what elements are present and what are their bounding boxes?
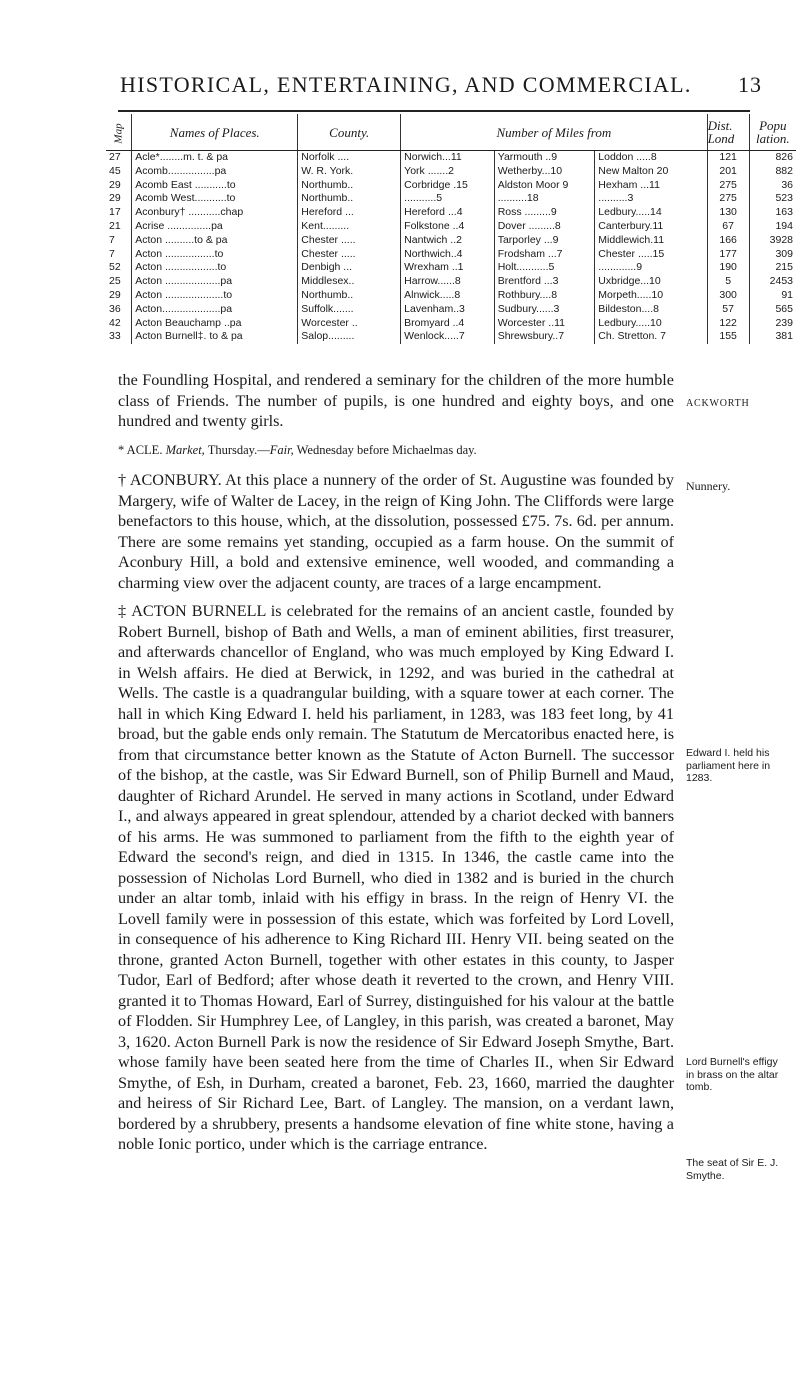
sidenote-lord-burnell: Lord Burnell's effigy in brass on the altar tomb. [686, 1056, 779, 1093]
cell-place-name: Acton ...................pa [132, 275, 298, 289]
cell-place-name: Acle*........m. t. & pa [132, 151, 298, 165]
distance-table-grid [106, 114, 796, 344]
cell-dist-london: 130 [707, 206, 749, 220]
cell-county: Salop......... [298, 330, 401, 344]
cell-miles-3: Ch. Stretton. 7 [595, 330, 707, 344]
header-rule [118, 110, 750, 112]
table-row [106, 317, 796, 331]
cell-dist-london: 122 [707, 317, 749, 331]
cell-place-name: Acton ..........to & pa [132, 234, 298, 248]
cell-dist-london: 166 [707, 234, 749, 248]
cell-county: Denbigh ... [298, 261, 401, 275]
cell-miles-2: Ross .........9 [494, 206, 595, 220]
cell-dist-london: 190 [707, 261, 749, 275]
cell-miles-2: ..........18 [494, 192, 595, 206]
cell-place-name: Acton....................pa [132, 303, 298, 317]
cell-miles-2: Holt...........5 [494, 261, 595, 275]
cell-county: Chester ..... [298, 248, 401, 262]
cell-county: Middlesex.. [298, 275, 401, 289]
table-row [106, 234, 796, 248]
cell-county: Worcester .. [298, 317, 401, 331]
cell-county: W. R. York. [298, 165, 401, 179]
cell-miles-1: Bromyard ..4 [401, 317, 495, 331]
cell-miles-1: Norwich...11 [401, 151, 495, 165]
cell-place-name: Acton ..................to [132, 261, 298, 275]
sidenote-smythe-seat: The seat of Sir E. J. Smythe. [686, 1157, 779, 1182]
table-body [106, 151, 796, 345]
cell-dist-london: 5 [707, 275, 749, 289]
cell-miles-2: Shrewsbury..7 [494, 330, 595, 344]
cell-miles-1: Lavenham..3 [401, 303, 495, 317]
cell-dist-london: 275 [707, 192, 749, 206]
cell-population: 381 [775, 330, 793, 343]
cell-county: Hereford ... [298, 206, 401, 220]
cell-population: 523 [775, 192, 793, 205]
cell-population: 36 [781, 178, 793, 191]
cell-population: 163 [775, 206, 793, 219]
table-header-row [106, 114, 796, 151]
cell-miles-1: Harrow......8 [401, 275, 495, 289]
cell-population: 882 [775, 164, 793, 177]
cell-miles-2: Rothbury....8 [494, 289, 595, 303]
cell-dist-london: 201 [707, 165, 749, 179]
distance-table [106, 114, 796, 344]
cell-place-name: Acomb West...........to [132, 192, 298, 206]
table-row [106, 206, 796, 220]
cell-map-ref: 29 [106, 179, 132, 193]
table-row [106, 261, 796, 275]
cell-county: Northumb.. [298, 289, 401, 303]
cell-county: Northumb.. [298, 192, 401, 206]
paragraph-intro: the Foundling Hospital, and rendered a seminary for the children of the more humble class of Friends. The number of pupils, is one hundred and eighty boys, and one hundred and twenty girls. [118, 371, 674, 430]
cell-county: Suffolk....... [298, 303, 401, 317]
cell-county: Norfolk .... [298, 151, 401, 165]
cell-county: Northumb.. [298, 179, 401, 193]
cell-dist-london: 121 [707, 151, 749, 165]
cell-place-name: Aconbury† ...........chap [132, 206, 298, 220]
cell-dist-london: 300 [707, 289, 749, 303]
cell-miles-2: Frodsham ...7 [494, 248, 595, 262]
table-row [106, 275, 796, 289]
col-header-dist: Dist. Lond [707, 114, 749, 151]
footnote-mark: * ACLE. [118, 442, 163, 457]
cell-county: Kent......... [298, 220, 401, 234]
cell-map-ref: 29 [106, 192, 132, 206]
table-row [106, 179, 796, 193]
col-header-pop: Popu lation. [749, 114, 796, 151]
sidenote-ackworth: ACKWORTH [686, 398, 750, 409]
table-row [106, 151, 796, 165]
cell-miles-3: .............9 [595, 261, 707, 275]
cell-map-ref: 17 [106, 206, 132, 220]
col-header-county: County. [298, 114, 401, 151]
cell-miles-2: Aldston Moor 9 [494, 179, 595, 193]
cell-miles-3: Chester .....15 [595, 248, 707, 262]
cell-population: 239 [775, 316, 793, 329]
table-row [106, 165, 796, 179]
cell-map-ref: 52 [106, 261, 132, 275]
cell-population: 826 [775, 151, 793, 163]
cell-miles-1: Wrexham ..1 [401, 261, 495, 275]
cell-place-name: Acomb East ...........to [132, 179, 298, 193]
table-row [106, 220, 796, 234]
cell-miles-3: Ledbury.....14 [595, 206, 707, 220]
table-row [106, 303, 796, 317]
table-row [106, 192, 796, 206]
cell-miles-2: Sudbury......3 [494, 303, 595, 317]
cell-miles-3: Hexham ...11 [595, 179, 707, 193]
cell-map-ref: 27 [106, 151, 132, 165]
cell-county: Chester ..... [298, 234, 401, 248]
cell-map-ref: 29 [106, 289, 132, 303]
cell-miles-3: ..........3 [595, 192, 707, 206]
cell-miles-2: Worcester ..11 [494, 317, 595, 331]
cell-miles-2: Yarmouth ..9 [494, 151, 595, 165]
cell-miles-3: Bildeston....8 [595, 303, 707, 317]
sidenote-edward: Edward I. held his parliament here in 1283. [686, 747, 771, 784]
running-head-title: HISTORICAL, ENTERTAINING, AND COMMERCIAL. [120, 72, 692, 97]
cell-miles-2: Brentford ...3 [494, 275, 595, 289]
cell-population: 565 [775, 302, 793, 315]
cell-miles-3: Uxbridge...10 [595, 275, 707, 289]
cell-miles-1: Alnwick.....8 [401, 289, 495, 303]
cell-map-ref: 42 [106, 317, 132, 331]
table-row [106, 248, 796, 262]
cell-miles-1: York .......2 [401, 165, 495, 179]
cell-miles-3: Middlewich.11 [595, 234, 707, 248]
cell-dist-london: 155 [707, 330, 749, 344]
cell-miles-3: Morpeth.....10 [595, 289, 707, 303]
footnote-market-value: Thursday.— [207, 442, 270, 457]
cell-map-ref: 21 [106, 220, 132, 234]
footnote-acle [118, 440, 674, 461]
paragraph-aconbury: † ACONBURY. At this place a nunnery of the order of St. Augustine was founded by Margery, wife of Walter de Lacey, in the reign of King John. The Cliffords were large benefactors to this house, which, at the dissolution, possessed £75. 7s. 6d. per annum. There are some remains yet standing, occupied as a farm house. On the summit of Aconbury Hill, a bold and extensive eminence, well wooded, and commanding a charming view over the adjacent county, are traces of a large encampment. [118, 471, 674, 592]
cell-population: 91 [781, 288, 793, 301]
footnote-fair-value: Wednesday before Michaelmas day. [296, 442, 477, 457]
cell-miles-1: Corbridge .15 [401, 179, 495, 193]
cell-miles-2: Tarporley ...9 [494, 234, 595, 248]
cell-miles-3: New Malton 20 [595, 165, 707, 179]
cell-dist-london: 177 [707, 248, 749, 262]
cell-dist-london: 67 [707, 220, 749, 234]
cell-miles-1: Folkstone ..4 [401, 220, 495, 234]
cell-place-name: Acton ....................to [132, 289, 298, 303]
body-text [118, 370, 674, 1155]
cell-miles-3: Ledbury.....10 [595, 317, 707, 331]
running-head [0, 66, 800, 102]
cell-miles-2: Wetherby...10 [494, 165, 595, 179]
cell-miles-1: Northwich..4 [401, 248, 495, 262]
table-row [106, 330, 796, 344]
cell-population: 3928 [769, 233, 793, 246]
cell-map-ref: 36 [106, 303, 132, 317]
page-number: 13 [738, 72, 762, 97]
cell-miles-1: Wenlock.....7 [401, 330, 495, 344]
col-header-map: Map [106, 114, 132, 151]
cell-miles-1: Hereford ...4 [401, 206, 495, 220]
col-header-names: Names of Places. [132, 114, 298, 151]
cell-miles-2: Dover .........8 [494, 220, 595, 234]
cell-population: 309 [775, 247, 793, 260]
cell-miles-3: Canterbury.11 [595, 220, 707, 234]
paragraph-acton-burnell: ‡ ACTON BURNELL is celebrated for the remains of an ancient castle, founded by Robert Burnell, bishop of Bath and Wells, a man of eminent abilities, first treasurer, and afterwards chancellor of England, who was much employed by King Edward I. in Welsh affairs. He died at Berwick, in 1292, and was buried in the cathedral at Wells. The castle is a quadrangular building, with a square tower at each corner. The hall in which King Edward I. held his parliament, in 1283, was 183 feet long, by 41 broad, but the gable ends only remain. The Statutum de Mercatoribus enacted here, is from that circumstance better known as the Statute of Acton Burnell. The successor of the bishop, at the castle, was Sir Edward Burnell, son of Philip Burnell and Maud, daughter of Richard Arundel. He served in many actions in Scotland, under Edward I., and always appeared in great splendour, attended by a chariot decked with banners of his arms. He was summoned to parliament from the fifth to the eighth year of Edward the second's reign, and died in 1315. In 1346, the castle came into the possession of Nicholas Lord Burnell, who died in 1382 and is buried in the church under an altar tomb, inlaid with his effigy in brass. In the reign of Henry VI. the Lovell family were in possession of this estate, which was forfeited by Lord Lovell, in consequence of his adherence to King Richard III. Henry VII. being seated on the throne, granted Acton Burnell, together with other estates in this county, to Jasper Tudor, Earl of Bedford; after whose death it reverted to the crown, and Henry VIII. granted it to Thomas Howard, Earl of Surrey, distinguished for his valour at the battle of Flodden. Sir Humphrey Lee, of Langley, in this parish, was created a baronet, May 3, 1620. Acton Burnell Park is now the residence of Sir Edward Joseph Smythe, Bart. whose family have been seated here from the time of Charles II., when Sir Edward Smythe, of Esh, in Durham, created a baronet, Feb. 23, 1660, married the daughter and heiress of Sir Richard Lee, Bart. of Langley. The mansion, on a verdant lawn, bordered by a shrubbery, presents a handsome elevation of fine white stone, having a noble Ionic portico, under which is the carriage entrance. [118, 602, 674, 1153]
cell-population: 2453 [769, 275, 793, 288]
cell-population: 194 [775, 219, 793, 232]
table-row [106, 289, 796, 303]
cell-map-ref: 7 [106, 234, 132, 248]
cell-map-ref: 45 [106, 165, 132, 179]
cell-place-name: Acton .................to [132, 248, 298, 262]
cell-miles-3: Loddon .....8 [595, 151, 707, 165]
cell-dist-london: 275 [707, 179, 749, 193]
cell-place-name: Acrise ...............pa [132, 220, 298, 234]
footnote-fair-label: Fair, [269, 442, 294, 457]
footnote-market-label: Market, [165, 442, 205, 457]
cell-map-ref: 33 [106, 330, 132, 344]
col-header-miles: Number of Miles from [401, 114, 707, 151]
cell-miles-1: ...........5 [401, 192, 495, 206]
cell-map-ref: 7 [106, 248, 132, 262]
cell-miles-1: Nantwich ..2 [401, 234, 495, 248]
cell-map-ref: 25 [106, 275, 132, 289]
cell-place-name: Acton Burnell‡. to & pa [132, 330, 298, 344]
sidenote-nunnery: Nunnery. [686, 479, 731, 493]
cell-place-name: Acomb................pa [132, 165, 298, 179]
cell-population: 215 [775, 261, 793, 274]
cell-dist-london: 57 [707, 303, 749, 317]
cell-place-name: Acton Beauchamp ..pa [132, 317, 298, 331]
